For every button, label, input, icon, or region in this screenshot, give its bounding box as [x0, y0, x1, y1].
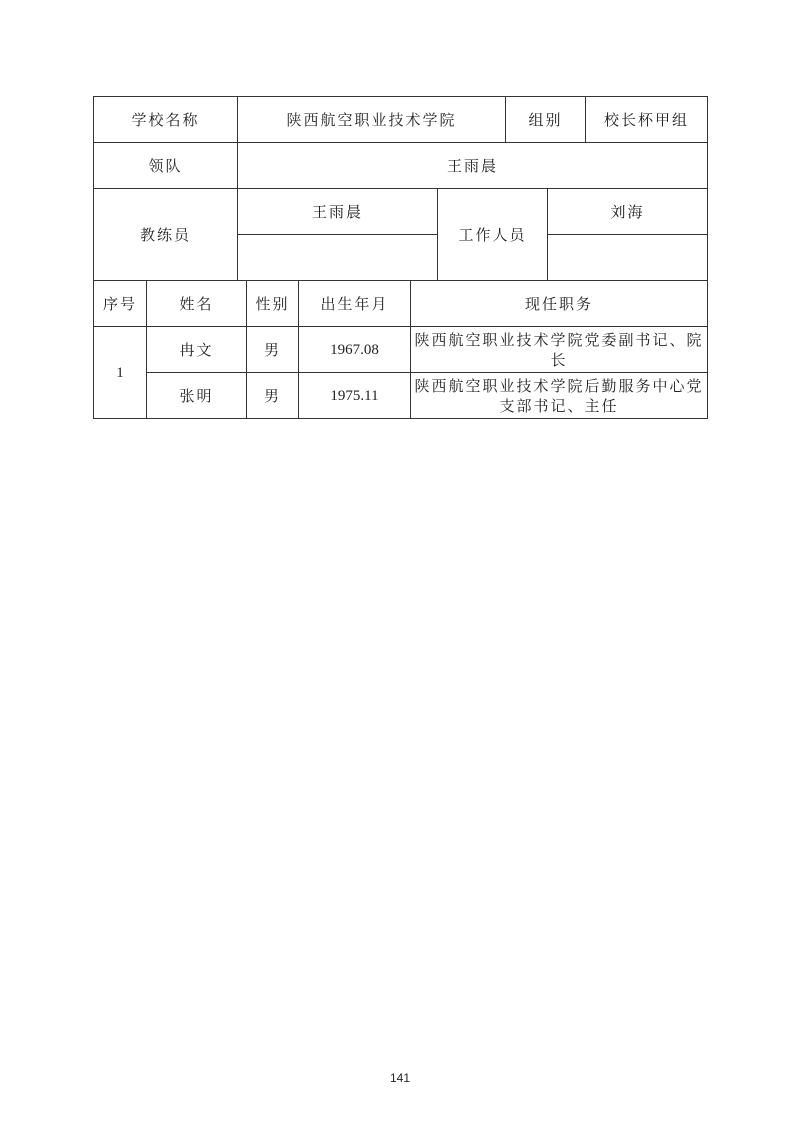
school-label: 学校名称 [94, 97, 238, 143]
school-row [94, 97, 708, 143]
page-number: 141 [389, 1071, 411, 1085]
staff-label: 工作人员 [438, 189, 548, 281]
coach-row-1 [94, 189, 708, 235]
member-gender: 男 [247, 327, 299, 373]
member-name: 冉文 [147, 327, 247, 373]
staff-2 [548, 235, 708, 281]
header-index: 序号 [94, 281, 147, 327]
coach-staff-table [93, 188, 708, 281]
table-row [94, 373, 708, 419]
roster-table [93, 280, 708, 419]
staff-1: 刘海 [548, 189, 708, 235]
header-position: 现任职务 [411, 281, 708, 327]
leader-value: 王雨晨 [238, 143, 708, 189]
member-position: 陕西航空职业技术学院党委副书记、院长 [411, 327, 708, 373]
header-birth: 出生年月 [299, 281, 411, 327]
team-info-table [93, 96, 708, 189]
table-row [94, 327, 708, 373]
roster-header-row [94, 281, 708, 327]
member-birth: 1967.08 [299, 327, 411, 373]
leader-row [94, 143, 708, 189]
coach-2 [238, 235, 438, 281]
row-index: 1 [94, 327, 147, 419]
member-gender: 男 [247, 373, 299, 419]
group-label: 组别 [506, 97, 586, 143]
registration-form [93, 96, 707, 419]
member-name: 张明 [147, 373, 247, 419]
member-birth: 1975.11 [299, 373, 411, 419]
school-value: 陕西航空职业技术学院 [238, 97, 506, 143]
member-position: 陕西航空职业技术学院后勤服务中心党支部书记、主任 [411, 373, 708, 419]
group-value: 校长杯甲组 [586, 97, 708, 143]
header-name: 姓名 [147, 281, 247, 327]
leader-label: 领队 [94, 143, 238, 189]
coach-1: 王雨晨 [238, 189, 438, 235]
coach-label: 教练员 [94, 189, 238, 281]
header-gender: 性别 [247, 281, 299, 327]
